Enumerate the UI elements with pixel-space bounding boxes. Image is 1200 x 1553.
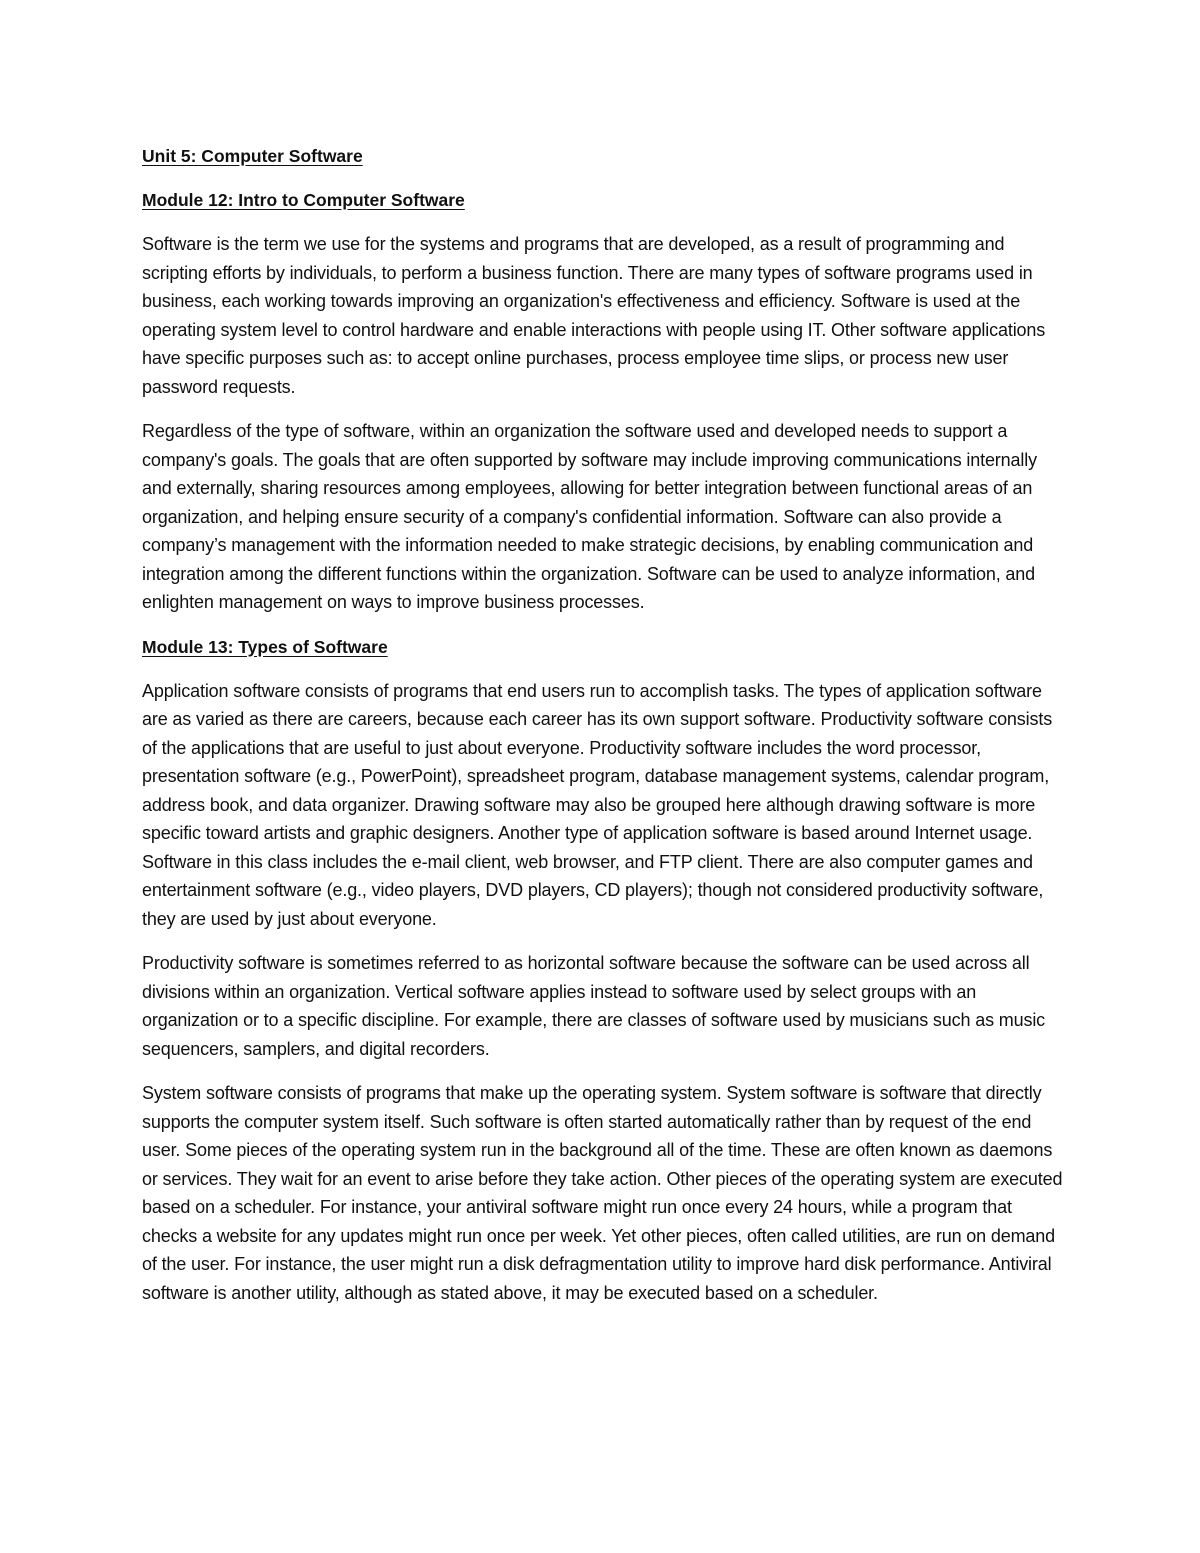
module-13-paragraph-1: Application software consists of programs that end users run to accomplish tasks. The types of application software are as varied as there are careers, because each career has its own support software. Productivity software consists of the applications that are useful to just about everyone. Productivity software includes the word processor, presentation software (e.g., PowerPoint), spreadsheet program, database management systems, calendar program, address book, and data organizer. Drawing software may also be grouped here although drawing software is more specific toward artists and graphic designers. Another type of application software is based around Internet usage. Software in this class includes the e-mail client, web browser, and FTP client. There are also computer games and entertainment software (e.g., video players, DVD players, CD players); though not considered productivity software, they are used by just about everyone. (142, 680, 1053, 929)
document-page (142, 142, 1067, 1323)
module-13-paragraph-3: System software consists of programs that make up the operating system. System software is software that directly supports the computer system itself. Such software is often started automatically rather than by request of the end user. Some pieces of the operating system run in the background all of the time. These are often known as daemons or services. They wait for an event to arise before they take action. Other pieces of the operating system are executed based on a scheduler. For instance, your antiviral software might run once every 24 hours, while a program that checks a website for any updates might run once per week. Yet other pieces, often called utilities, are run on demand of the user. For instance, the user might run a disk defragmentation utility to improve hard disk performance. Antiviral software is another utility, although as stated above, it may be executed based on a scheduler. (142, 1083, 1063, 1303)
module-13-title: Module 13: Types of Software (142, 636, 388, 657)
module-12-title: Module 12: Intro to Computer Software (142, 190, 465, 210)
module-12-paragraph-2: Regardless of the type of software, within an organization the software used and developed needs to support a company's goals. The goals that are often supported by software may include improving communications internally and externally, sharing resources among employees, allowing for better integration between functional areas of an organization, and helping ensure security of a company's confidential information. Software can also provide a company’s management with the information needed to make strategic decisions, by enabling communication and integration among the different functions within the organization. Software can be used to analyze information, and enlighten management on ways to improve business processes. (142, 421, 1037, 612)
module-12-paragraph-1: Software is the term we use for the systems and programs that are developed, as a result of programming and scripting efforts by individuals, to perform a business function. There are many types of software programs used in business, each working towards improving an organization's effectiveness and efficiency. Software is used at the operating system level to control hardware and enable interactions with people using IT. Other software applications have specific purposes such as: to accept online purchases, process employee time slips, or process new user password requests. (142, 234, 1046, 397)
unit-title: Unit 5: Computer Software (142, 146, 363, 166)
module-13-paragraph-2: Productivity software is sometimes referred to as horizontal software because the software can be used across all divisions within an organization. Vertical software applies instead to software used by select groups with an organization or to a specific discipline. For example, there are classes of software used by musicians such as music sequencers, samplers, and digital recorders. (142, 953, 1046, 1059)
